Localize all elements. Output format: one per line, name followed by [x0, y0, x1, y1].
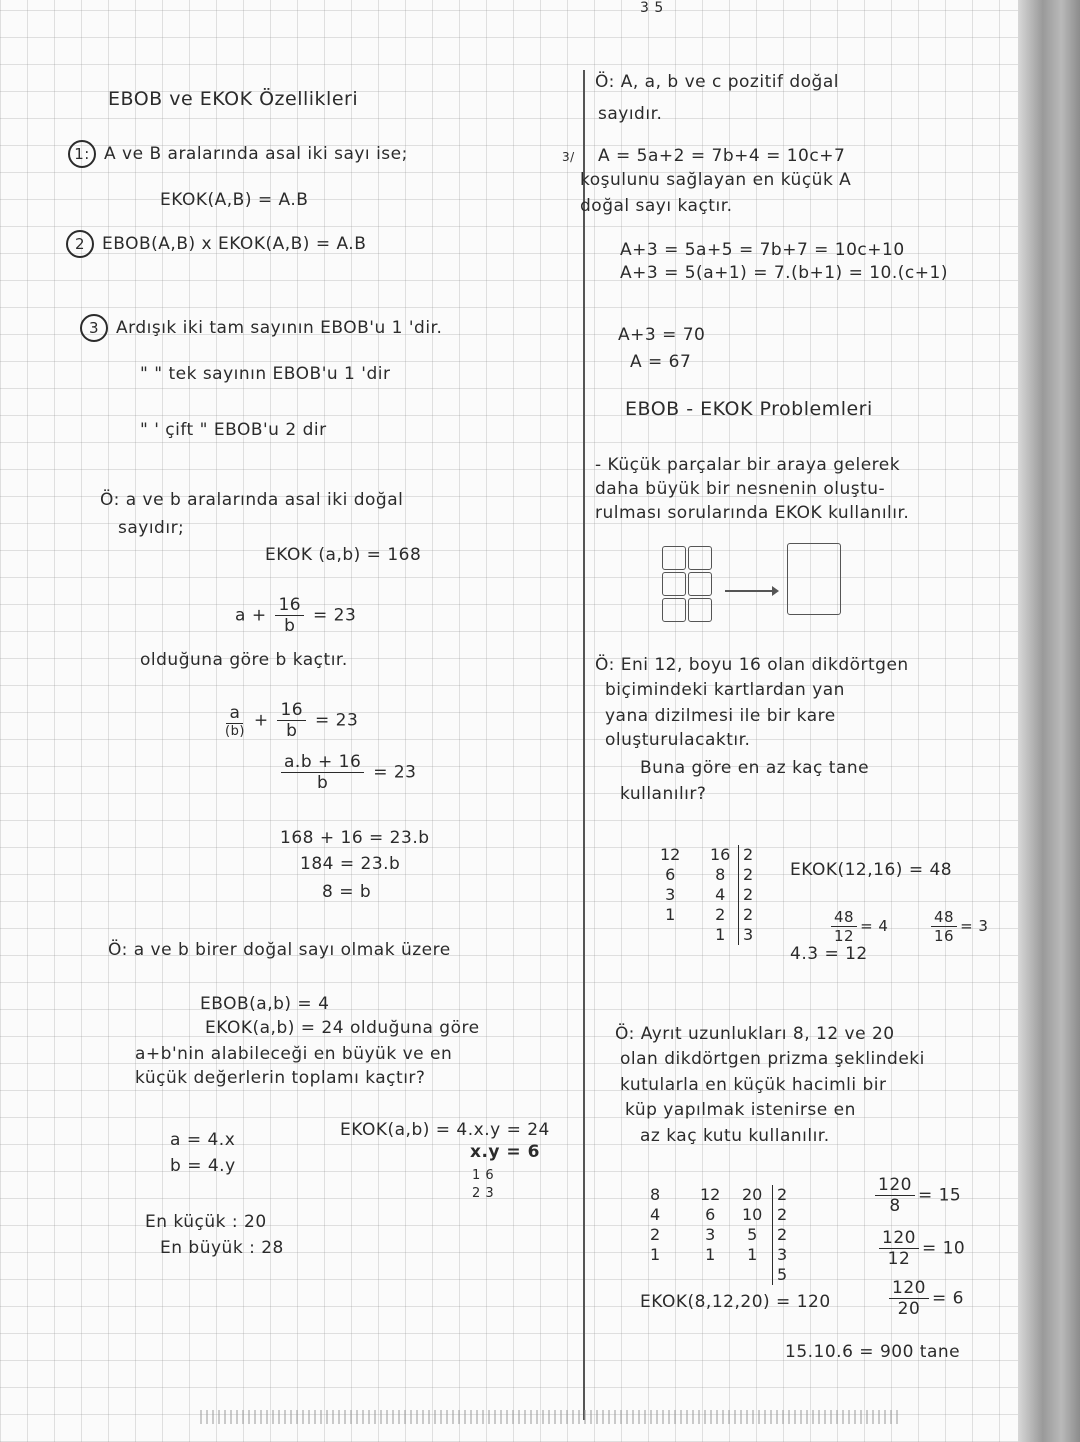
factor: 3: [665, 885, 676, 904]
q2-a-eq: a = 4.x: [170, 1130, 236, 1150]
q4-factor-col-16: [710, 845, 730, 945]
note-line1: - Küçük parçalar bir araya gelerek: [595, 455, 901, 475]
q5-line4: küp yapılmak istenirse en: [625, 1100, 856, 1120]
q5-factor-col-12: [700, 1185, 720, 1265]
q2-line1: Ö: a ve b birer doğal sayı olmak üzere: [108, 940, 451, 960]
numerator: 16: [275, 595, 304, 616]
small-piece: [662, 598, 686, 622]
numerator: 120: [875, 1175, 915, 1196]
q3-step1: A+3 = 5a+5 = 7b+7 = 10c+10: [620, 240, 905, 260]
factor: 10: [742, 1205, 763, 1224]
rule-1: [68, 140, 408, 168]
q1-step2: [278, 752, 416, 793]
divisor: 2: [743, 865, 754, 884]
divisor: 2: [777, 1225, 788, 1244]
numerator: 48: [931, 908, 957, 927]
q4-line5: Buna göre en az kaç tane: [640, 758, 870, 778]
q4-result: 4.3 = 12: [790, 944, 868, 964]
q1-line2: sayıdır;: [118, 518, 185, 538]
denominator: b: [317, 773, 329, 793]
fraction: [277, 700, 306, 741]
section-title: EBOB - EKOK Problemleri: [625, 398, 873, 420]
q2-xy: x.y = 6: [470, 1142, 540, 1162]
rule-text: EBOB(A,B) x EKOK(A,B) = A.B: [102, 234, 367, 254]
fraction: [931, 908, 957, 945]
q1-step1: [222, 700, 358, 741]
q1-line1: Ö: a ve b aralarında asal iki doğal: [100, 490, 404, 510]
q3-step2: A+3 = 5(a+1) = 7.(b+1) = 10.(c+1): [620, 263, 948, 283]
note-line2: daha büyük bir nesnenin oluştu-: [595, 479, 886, 499]
q4-line3: yana dizilmesi ile bir kare: [605, 706, 836, 726]
q3-line5: doğal sayı kaçtır.: [580, 196, 733, 216]
q3-line1: Ö: A, a, b ve c pozitif doğal: [595, 72, 839, 92]
page-title: EBOB ve EKOK Özellikleri: [108, 88, 359, 110]
q2-ekok-eq: EKOK(a,b) = 4.x.y = 24: [340, 1120, 550, 1140]
denominator: 20: [897, 1299, 921, 1319]
rule-3-odd: " " tek sayının EBOB'u 1 'dir: [140, 364, 391, 384]
note-line3: rulması sorularında EKOK kullanılır.: [595, 503, 910, 523]
q5-divisor-col: [772, 1185, 787, 1285]
q5-line2: olan dikdörtgen prizma şeklindeki: [620, 1049, 925, 1069]
q3-line2: sayıdır.: [598, 104, 663, 124]
rule-text: A ve B aralarında asal iki sayı ise;: [104, 144, 408, 164]
numerator: a.b + 16: [281, 752, 364, 773]
rule-number: 2: [66, 230, 94, 258]
rhs: = 4: [860, 917, 889, 935]
numerator: 16: [277, 700, 306, 721]
factor: 1: [650, 1245, 661, 1264]
factor: 6: [665, 865, 676, 884]
denominator: 12: [834, 927, 855, 945]
q5-fraction-3: [886, 1278, 964, 1319]
factor: 4: [650, 1205, 661, 1224]
q2-line4: küçük değerlerin toplamı kaçtır?: [135, 1068, 426, 1088]
q3-line4: koşulunu sağlayan en küçük A: [580, 170, 852, 190]
term: a +: [235, 605, 267, 626]
factor: 12: [700, 1185, 721, 1204]
q2-ebob: EBOB(a,b) = 4: [200, 994, 330, 1014]
fraction: [275, 595, 304, 636]
q5-line3: kutularla en küçük hacimli bir: [620, 1075, 887, 1095]
q5-line1: Ö: Ayrıt uzunlukları 8, 12 ve 20: [615, 1024, 895, 1044]
denominator: 8: [889, 1196, 901, 1216]
small-piece: [688, 598, 712, 622]
q1-ekok: EKOK (a,b) = 168: [265, 545, 422, 565]
small-piece: [688, 572, 712, 596]
rhs: = 6: [931, 1288, 964, 1309]
q4-line2: biçimindeki kartlardan yan: [605, 680, 845, 700]
divisor: 3: [777, 1245, 788, 1264]
q5-factor-col-8: [650, 1185, 660, 1265]
rhs: = 23: [315, 710, 359, 731]
q4-divisor-col: [738, 845, 753, 945]
factor: 3: [705, 1225, 716, 1244]
small-piece: [662, 546, 686, 570]
divisor: 2: [743, 845, 754, 864]
q5-fraction-1: [872, 1175, 961, 1216]
factor: 1: [747, 1245, 758, 1264]
factor: 1: [715, 925, 726, 944]
multiplier: (b): [225, 723, 245, 739]
rule-number: 1:: [68, 140, 96, 168]
denominator: 12: [887, 1249, 911, 1269]
factor: 2: [650, 1225, 661, 1244]
arrow-icon: [725, 590, 777, 592]
denominator: b: [284, 616, 296, 636]
q2-line3: a+b'nin alabileceği en büyük ve en: [135, 1044, 453, 1064]
rhs: = 23: [373, 762, 417, 783]
denominator: 16: [934, 927, 955, 945]
q1-answer: 8 = b: [322, 882, 372, 902]
column-divider: [583, 70, 585, 1420]
fraction: [875, 1175, 915, 1216]
q5-line5: az kaç kutu kullanılır.: [640, 1126, 830, 1146]
q4-ekok: EKOK(12,16) = 48: [790, 860, 953, 880]
q2-b-eq: b = 4.y: [170, 1156, 236, 1176]
q5-result: 15.10.6 = 900 tane: [785, 1342, 961, 1362]
divisor: 2: [743, 885, 754, 904]
large-shape: [787, 543, 841, 615]
q3-answer: A = 67: [630, 352, 692, 372]
q5-fraction-2: [876, 1228, 965, 1269]
q4-fraction-1: [828, 908, 888, 945]
factor: 20: [742, 1185, 763, 1204]
small-piece: [662, 572, 686, 596]
divisor: 2: [777, 1205, 788, 1224]
rhs: = 15: [917, 1185, 962, 1206]
factor: 6: [705, 1205, 716, 1224]
rhs: = 3: [960, 917, 989, 935]
q2-pair: 2 3: [472, 1186, 495, 1201]
q3-step3: A+3 = 70: [618, 325, 706, 345]
page-number-mark: 3 5: [640, 0, 664, 16]
factor: 16: [710, 845, 731, 864]
divisor: 5: [777, 1265, 788, 1284]
q3-line3: A = 5a+2 = 7b+4 = 10c+7: [598, 146, 846, 166]
q5-factor-col-20: [742, 1185, 762, 1265]
q2-min: En küçük : 20: [145, 1212, 267, 1232]
rhs: = 23: [313, 605, 357, 626]
factor: 12: [660, 845, 681, 864]
fraction: [831, 908, 857, 945]
plus: +: [253, 710, 269, 731]
factor: 8: [650, 1185, 661, 1204]
fraction: [225, 703, 245, 739]
q4-factor-col-12: [660, 845, 680, 925]
small-piece: [688, 546, 712, 570]
rule-3: [80, 314, 442, 342]
q4-line1: Ö: Eni 12, boyu 16 olan dikdörtgen: [595, 655, 909, 675]
numerator: a: [226, 703, 243, 724]
q1-step4: 184 = 23.b: [300, 854, 401, 874]
rhs: = 10: [921, 1238, 966, 1259]
divisor: 2: [777, 1185, 788, 1204]
rule-2: [66, 230, 366, 258]
factor: 1: [665, 905, 676, 924]
rule-number: 3: [80, 314, 108, 342]
divisor: 2: [743, 905, 754, 924]
rule-3-even: " ' çift " EBOB'u 2 dir: [140, 420, 327, 440]
divisor: 3: [743, 925, 754, 944]
q4-line4: oluşturulacaktır.: [605, 730, 751, 750]
spiral-perforation: [200, 1410, 900, 1424]
q4-line6: kullanılır?: [620, 784, 707, 804]
q2-max: En büyük : 28: [160, 1238, 284, 1258]
denominator: b: [286, 721, 298, 741]
rule-text: Ardışık iki tam sayının EBOB'u 1 'dir.: [116, 318, 443, 338]
q5-ekok: EKOK(8,12,20) = 120: [640, 1292, 831, 1312]
q1-equation: [235, 595, 356, 636]
numerator: 120: [879, 1228, 919, 1249]
fraction: [889, 1278, 929, 1319]
factor: 5: [747, 1225, 758, 1244]
rule-1-formula: EKOK(A,B) = A.B: [160, 190, 309, 210]
fraction: [281, 752, 364, 793]
factor: 8: [715, 865, 726, 884]
margin-note: 3/: [562, 150, 575, 164]
numerator: 120: [889, 1278, 929, 1299]
page-edge-shadow: [1018, 0, 1080, 1442]
q2-ekok: EKOK(a,b) = 24 olduğuna göre: [205, 1018, 480, 1038]
q2-pair: 1 6: [472, 1168, 495, 1183]
numerator: 48: [831, 908, 857, 927]
q4-fraction-2: [928, 908, 988, 945]
factor: 1: [705, 1245, 716, 1264]
factor: 2: [715, 905, 726, 924]
q1-question: olduğuna göre b kaçtır.: [140, 650, 348, 670]
factor: 4: [715, 885, 726, 904]
q1-step3: 168 + 16 = 23.b: [280, 828, 430, 848]
fraction: [879, 1228, 919, 1269]
